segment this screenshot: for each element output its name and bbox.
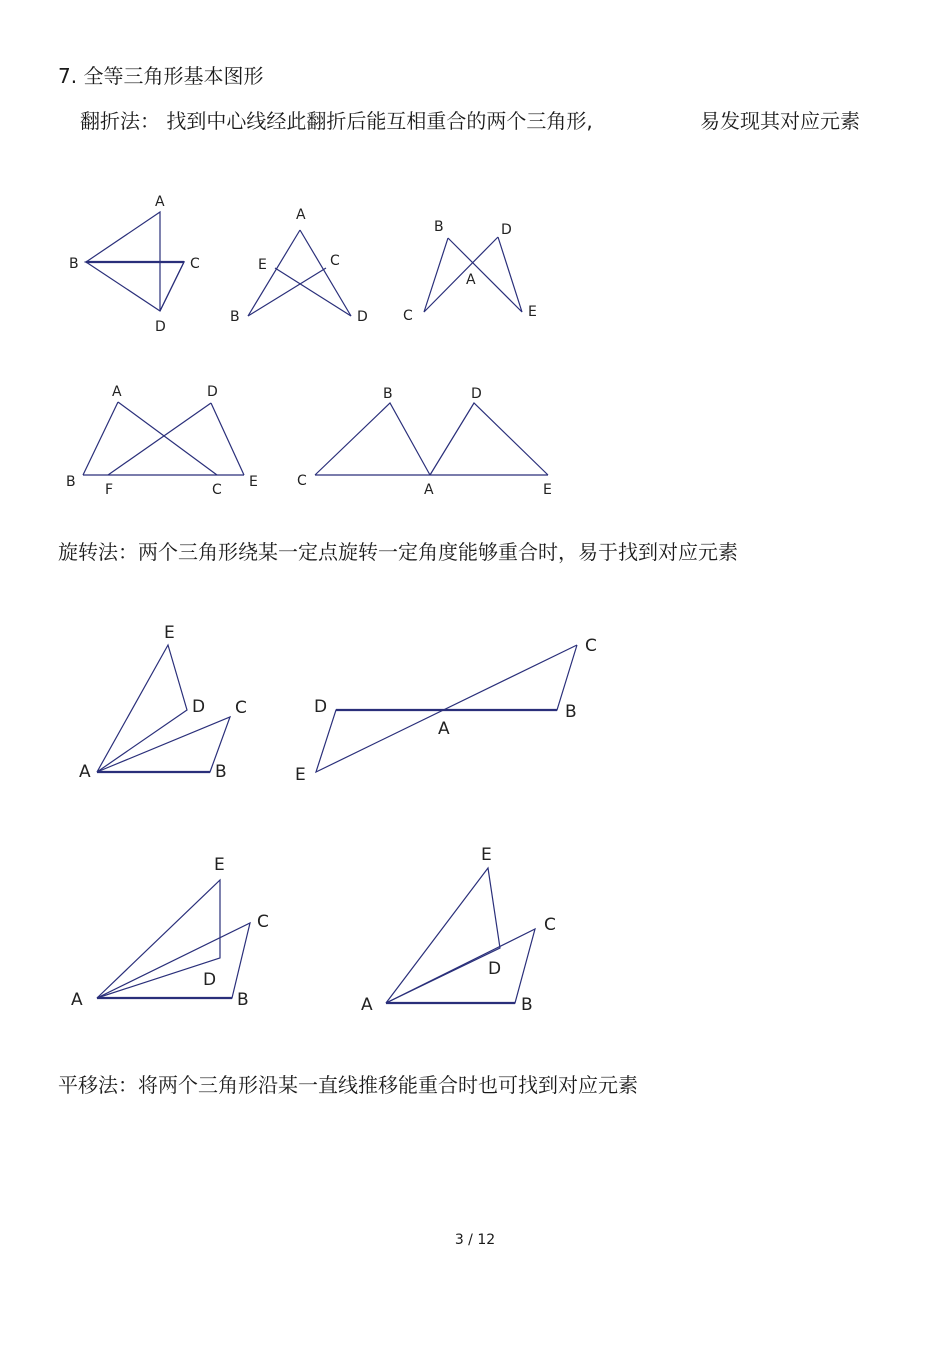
fold-figure-2 [230,207,368,325]
rotate-fig1-label-e: E [164,623,175,643]
fold-fig1-label-a: A [155,194,165,210]
fold-method-text-tail: 易发现其对应元素 [700,109,860,133]
segment-fd [108,403,211,475]
kite-outline-lower [86,262,184,311]
rotate-fig2-label-b: B [565,702,577,722]
left-triangle [424,237,498,312]
fold-fig2-label-b: B [230,309,240,325]
fold-fig4-label-a: A [112,384,122,400]
rotate-fig3-label-d: D [203,970,217,990]
fold-fig4-label-d: D [207,384,218,400]
segment-ab [248,230,300,316]
fold-method-text: 翻折法： 找到中心线经此翻折后能互相重合的两个三角形, [80,109,593,133]
rotate-method-text: 旋转法：两个三角形绕某一定点旋转一定角度能够重合时，易于找到对应元素 [58,540,738,564]
fold-fig1-label-b: B [69,256,79,272]
fold-figure-1 [69,194,200,335]
fold-fig4-label-e: E [249,474,258,490]
fold-fig3-label-d: D [501,222,512,238]
rotate-fig4-label-c: C [544,915,556,935]
translate-method-text: 平移法：将两个三角形沿某一直线推移能重合时也可找到对应元素 [58,1073,638,1097]
triangle-aed [386,868,500,1003]
segment-ba [83,402,118,475]
fold-fig3-label-e: E [528,304,537,320]
right-peak [430,403,548,475]
fold-fig5-label-e: E [543,482,552,498]
rotate-fig3-label-a: A [71,990,83,1010]
fold-fig5-label-a: A [424,482,434,498]
fold-fig5-label-c: C [297,473,307,489]
fold-fig2-label-c: C [330,253,340,269]
outline [316,645,577,772]
triangle-acb [97,717,230,772]
rotate-fig4-label-a: A [361,995,373,1015]
fold-fig2-label-a: A [296,207,306,223]
rotate-figure-2 [295,636,597,785]
fold-fig3-label-a: A [466,272,476,288]
rotate-fig2-label-e: E [295,765,306,785]
right-triangle [448,237,522,312]
segment-ac [118,402,217,475]
triangle-acb [386,929,535,1003]
triangle-acb [97,923,250,998]
fold-fig1-label-c: C [190,256,200,272]
rotate-fig2-label-c: C [585,636,597,656]
segment-de [211,403,244,475]
rotate-figure-1 [79,623,247,782]
section-title: 7. 全等三角形基本图形 [58,64,264,88]
triangle-aed [97,880,220,998]
rotate-fig1-label-c: C [235,698,247,718]
fold-figure-4 [66,384,258,498]
fold-fig1-label-d: D [155,319,166,335]
fold-fig4-label-f: F [105,482,114,498]
rotate-fig4-label-d: D [488,959,502,979]
fold-fig4-label-c: C [212,482,222,498]
fold-fig2-label-e: E [258,257,267,273]
rotate-fig3-label-c: C [257,912,269,932]
segment-ad [300,230,351,316]
rotate-fig3-label-b: B [237,990,249,1010]
rotate-figure-4 [361,845,556,1015]
rotate-fig1-label-b: B [215,762,227,782]
rotate-fig4-label-e: E [481,845,492,865]
rotate-fig2-label-a: A [438,719,450,739]
fold-fig5-label-d: D [471,386,482,402]
fold-fig2-label-d: D [357,309,368,325]
rotate-fig3-label-e: E [214,855,225,875]
page-number: 3 / 12 [454,1232,496,1248]
fold-fig5-label-b: B [383,386,393,402]
rotate-fig1-label-d: D [192,697,206,717]
fold-figure-3 [403,219,537,324]
left-peak [315,403,430,475]
rotate-figure-3 [71,855,269,1010]
fold-fig3-label-b: B [434,219,444,235]
rotate-fig1-label-a: A [79,762,91,782]
rotate-fig2-label-d: D [314,697,328,717]
fold-fig4-label-b: B [66,474,76,490]
fold-figure-5 [297,386,552,498]
rotate-fig4-label-b: B [521,995,533,1015]
fold-fig3-label-c: C [403,308,413,324]
